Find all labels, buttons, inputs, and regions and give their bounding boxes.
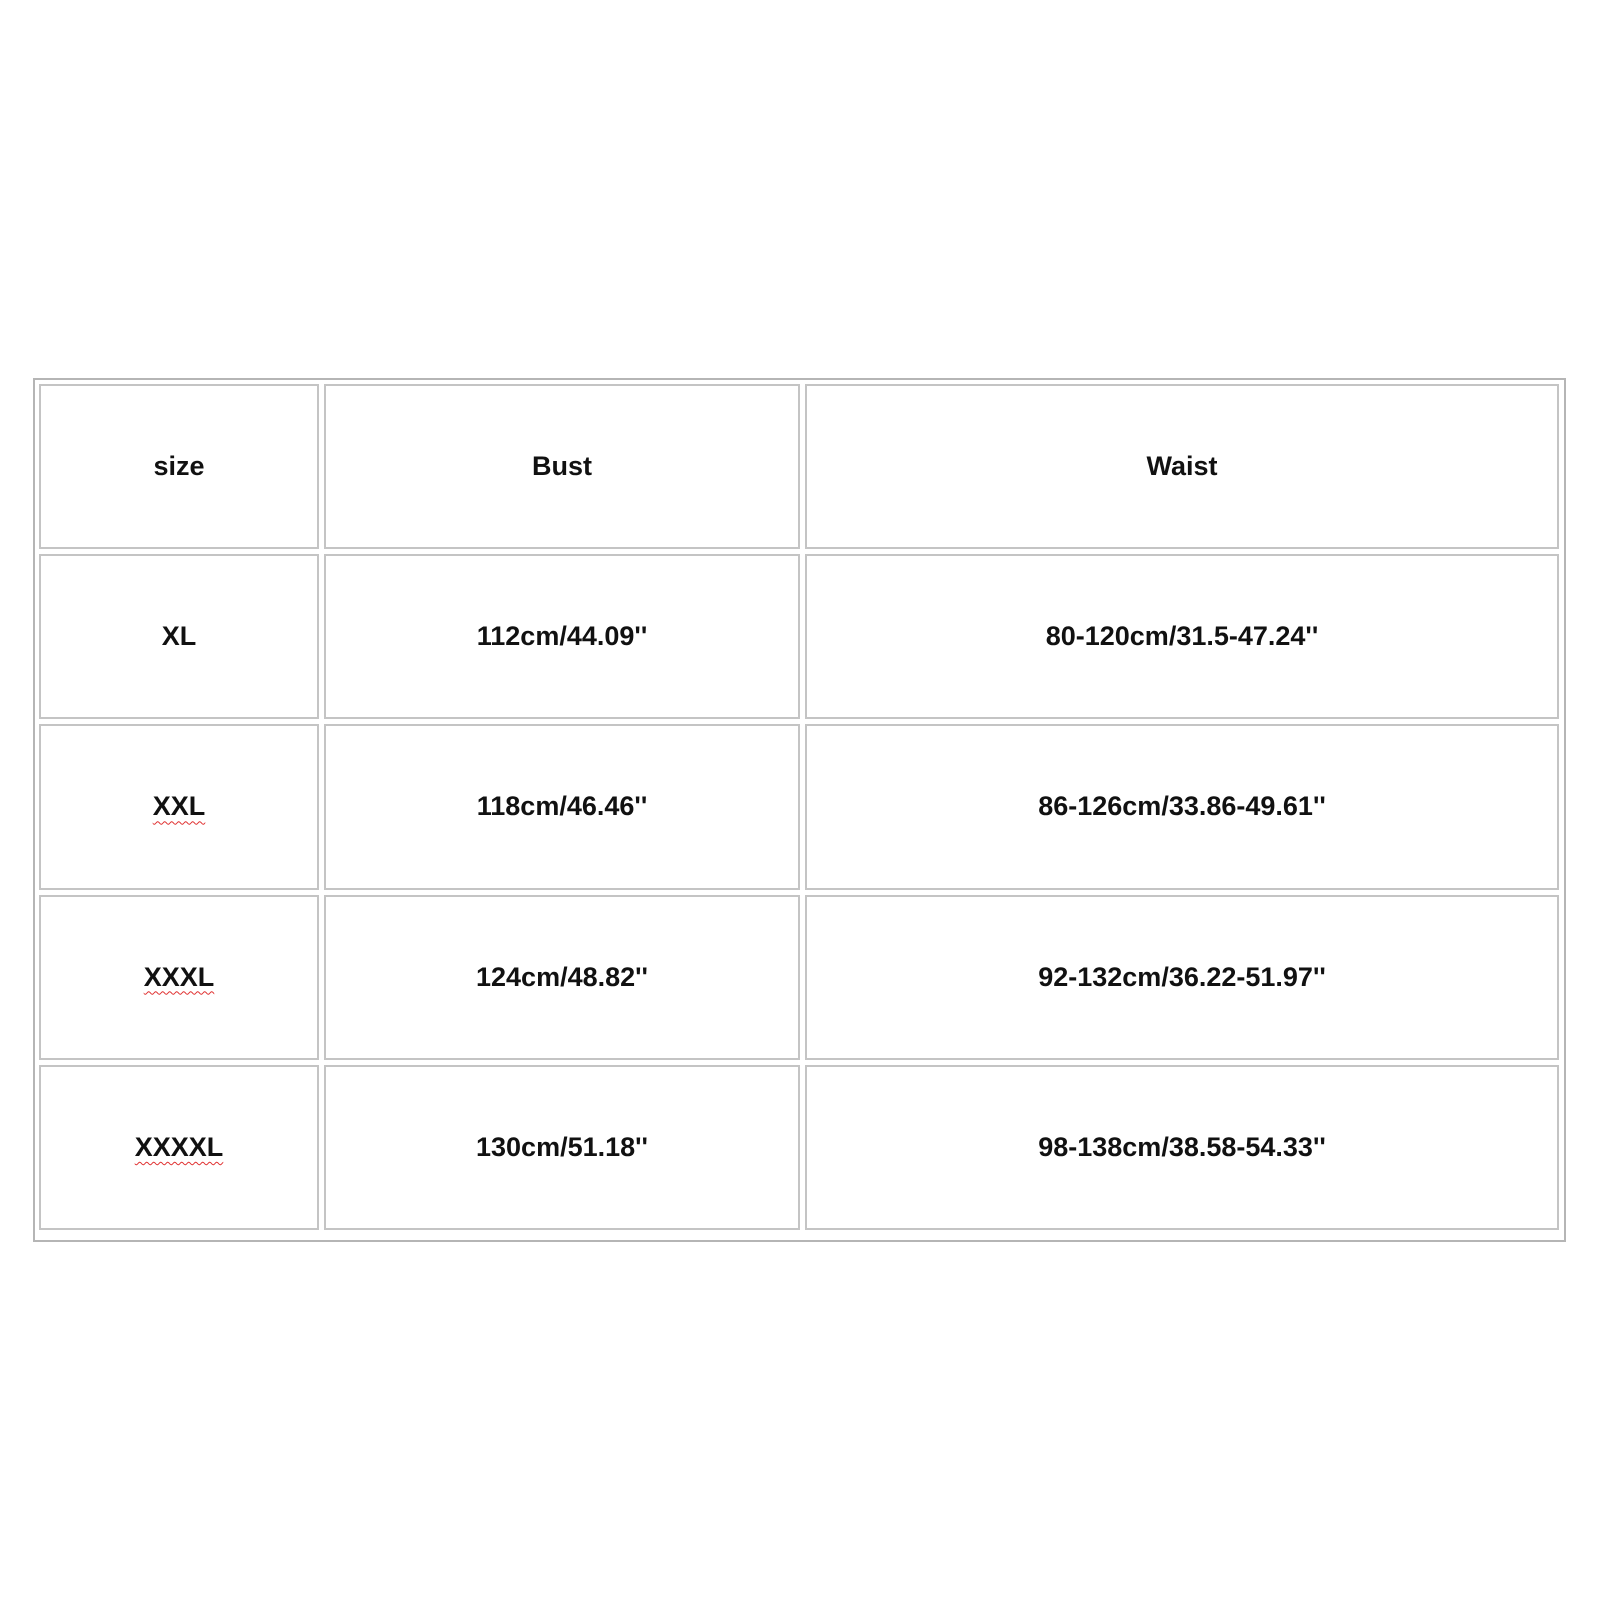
bust-cell: 118cm/46.46'': [324, 724, 800, 889]
size-chart-table: [33, 378, 1566, 1242]
table-row: [39, 554, 1559, 719]
size-label: XXXL: [143, 961, 215, 992]
bust-cell: 112cm/44.09'': [324, 554, 800, 719]
size-label: XL: [161, 621, 197, 652]
size-chart-grid: [34, 379, 1564, 1235]
size-label: XXL: [152, 791, 206, 822]
header-bust: Bust: [324, 384, 800, 549]
size-cell: [39, 554, 319, 719]
waist-cell: 80-120cm/31.5-47.24'': [805, 554, 1559, 719]
table-row: [39, 1065, 1559, 1230]
table-row: [39, 724, 1559, 889]
header-waist: Waist: [805, 384, 1559, 549]
bust-cell: 130cm/51.18'': [324, 1065, 800, 1230]
waist-cell: 92-132cm/36.22-51.97'': [805, 895, 1559, 1060]
table-row: [39, 895, 1559, 1060]
size-cell: [39, 724, 319, 889]
table-header-row: [39, 384, 1559, 549]
size-cell: [39, 895, 319, 1060]
waist-cell: 98-138cm/38.58-54.33'': [805, 1065, 1559, 1230]
bust-cell: 124cm/48.82'': [324, 895, 800, 1060]
waist-cell: 86-126cm/33.86-49.61'': [805, 724, 1559, 889]
header-size: size: [39, 384, 319, 549]
size-label: XXXXL: [134, 1131, 224, 1162]
size-cell: [39, 1065, 319, 1230]
